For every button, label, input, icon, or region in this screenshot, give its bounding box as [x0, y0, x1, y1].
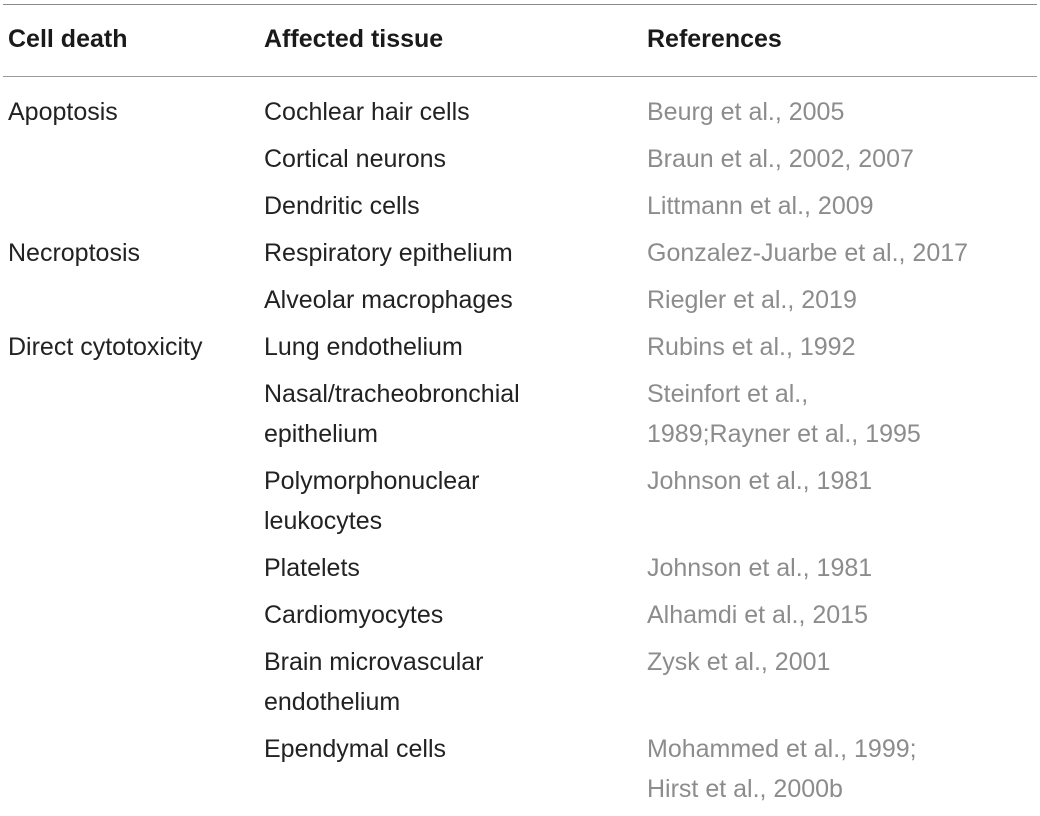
reference-cell — [647, 92, 1037, 132]
affected-tissue-cell — [264, 92, 604, 132]
affected-tissue-cell — [264, 595, 604, 635]
table-row — [3, 327, 1037, 374]
affected-tissue-cell — [264, 233, 604, 273]
affected-tissue-line: leukocytes — [264, 507, 383, 535]
table-header-row — [3, 22, 1037, 62]
affected-tissue-line: Brain microvascular — [264, 648, 484, 676]
reference-cell — [647, 642, 1037, 682]
cell-death-cell: Direct cytotoxicity — [8, 333, 203, 361]
reference-line: Braun et al., 2002, 2007 — [647, 145, 914, 173]
affected-tissue-line: Lung endothelium — [264, 333, 463, 361]
cell-death-cell: Apoptosis — [8, 98, 118, 126]
reference-line: Rubins et al., 1992 — [647, 333, 856, 361]
reference-cell — [647, 595, 1037, 635]
cell-death-cell: Necroptosis — [8, 239, 140, 267]
header-affected-tissue: Affected tissue — [264, 25, 444, 53]
affected-tissue-line: Respiratory epithelium — [264, 239, 513, 267]
affected-tissue-cell — [264, 461, 604, 541]
affected-tissue-line: Cortical neurons — [264, 145, 447, 173]
table-row — [3, 642, 1037, 729]
table-row — [3, 186, 1037, 233]
table-row — [3, 548, 1037, 595]
table-row — [3, 280, 1037, 327]
reference-line: Johnson et al., 1981 — [647, 554, 873, 582]
affected-tissue-cell — [264, 374, 604, 454]
reference-cell — [647, 280, 1037, 320]
header-cell-death: Cell death — [8, 25, 128, 53]
reference-line: Littmann et al., 2009 — [647, 192, 874, 220]
table-row — [3, 92, 1037, 139]
affected-tissue-line: Cochlear hair cells — [264, 98, 470, 126]
affected-tissue-line: Polymorphonuclear — [264, 467, 480, 495]
table-row — [3, 595, 1037, 642]
table-top-rule — [3, 4, 1037, 5]
affected-tissue-cell — [264, 729, 604, 769]
reference-cell — [647, 461, 1037, 501]
table-row — [3, 729, 1037, 816]
affected-tissue-cell — [264, 280, 604, 320]
reference-cell — [647, 729, 1037, 809]
reference-cell — [647, 327, 1037, 367]
reference-line: Beurg et al., 2005 — [647, 98, 845, 126]
reference-line: Riegler et al., 2019 — [647, 286, 857, 314]
reference-cell — [647, 548, 1037, 588]
reference-cell — [647, 139, 1037, 179]
reference-cell — [647, 374, 1037, 454]
table-row — [3, 461, 1037, 548]
affected-tissue-line: Cardiomyocytes — [264, 601, 444, 629]
table-row — [3, 374, 1037, 461]
reference-line: 1989;Rayner et al., 1995 — [647, 420, 921, 448]
affected-tissue-cell — [264, 642, 604, 722]
table-body — [3, 92, 1037, 816]
table-row — [3, 139, 1037, 186]
affected-tissue-cell — [264, 139, 604, 179]
affected-tissue-line: endothelium — [264, 688, 401, 716]
reference-line: Mohammed et al., 1999; — [647, 735, 917, 763]
affected-tissue-line: Dendritic cells — [264, 192, 420, 220]
reference-line: Alhamdi et al., 2015 — [647, 601, 868, 629]
reference-line: Hirst et al., 2000b — [647, 775, 843, 803]
reference-line: Gonzalez-Juarbe et al., 2017 — [647, 239, 969, 267]
affected-tissue-line: Nasal/tracheobronchial — [264, 380, 520, 408]
affected-tissue-line: epithelium — [264, 420, 378, 448]
affected-tissue-cell — [264, 327, 604, 367]
header-references: References — [647, 25, 782, 53]
affected-tissue-cell — [264, 548, 604, 588]
reference-line: Steinfort et al., — [647, 380, 809, 408]
table-header-rule — [3, 76, 1037, 77]
affected-tissue-cell — [264, 186, 604, 226]
reference-cell — [647, 233, 1037, 273]
affected-tissue-line: Ependymal cells — [264, 735, 447, 763]
table-row — [3, 233, 1037, 280]
reference-cell — [647, 186, 1037, 226]
affected-tissue-line: Platelets — [264, 554, 360, 582]
affected-tissue-line: Alveolar macrophages — [264, 286, 513, 314]
reference-line: Johnson et al., 1981 — [647, 467, 873, 495]
reference-line: Zysk et al., 2001 — [647, 648, 831, 676]
